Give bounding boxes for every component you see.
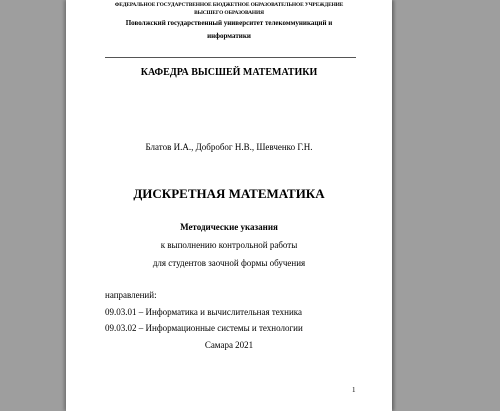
department-name: КАФЕДРА ВЫСШЕЙ МАТЕМАТИКИ: [140, 67, 318, 78]
header-divider: [105, 57, 356, 58]
document-subtitle: Методические указания: [180, 222, 278, 232]
document-page: [66, 0, 392, 411]
university-name-line1: Поволжский государственный университет телекоммуникаций и: [125, 19, 333, 27]
document-title: ДИСКРЕТНАЯ МАТЕМАТИКА: [133, 186, 325, 201]
description-line1: к выполнению контрольной работы: [160, 240, 298, 250]
page-number: 1: [352, 386, 356, 394]
header-federal-line: ФЕДЕРАЛЬНОЕ ГОСУДАРСТВЕННОЕ БЮДЖЕТНОЕ ОБРАЗОВАТЕЛЬНОЕ УЧРЕЖДЕНИЕ: [114, 2, 344, 8]
city-year: Самара 2021: [204, 340, 254, 350]
university-name-line2: информатики: [207, 32, 251, 40]
direction-item-2: 09.03.02 – Информационные системы и технологии: [105, 323, 303, 333]
authors: Блатов И.А., Добробог Н.В., Шевченко Г.Н.: [145, 142, 313, 152]
direction-item-1: 09.03.01 – Информатика и вычислительная техника: [105, 307, 303, 317]
description-line2: для студентов заочной формы обучения: [152, 258, 306, 268]
header-education-line: ВЫСШЕГО ОБРАЗОВАНИЯ: [194, 10, 264, 16]
directions-label: направлений:: [105, 290, 157, 300]
